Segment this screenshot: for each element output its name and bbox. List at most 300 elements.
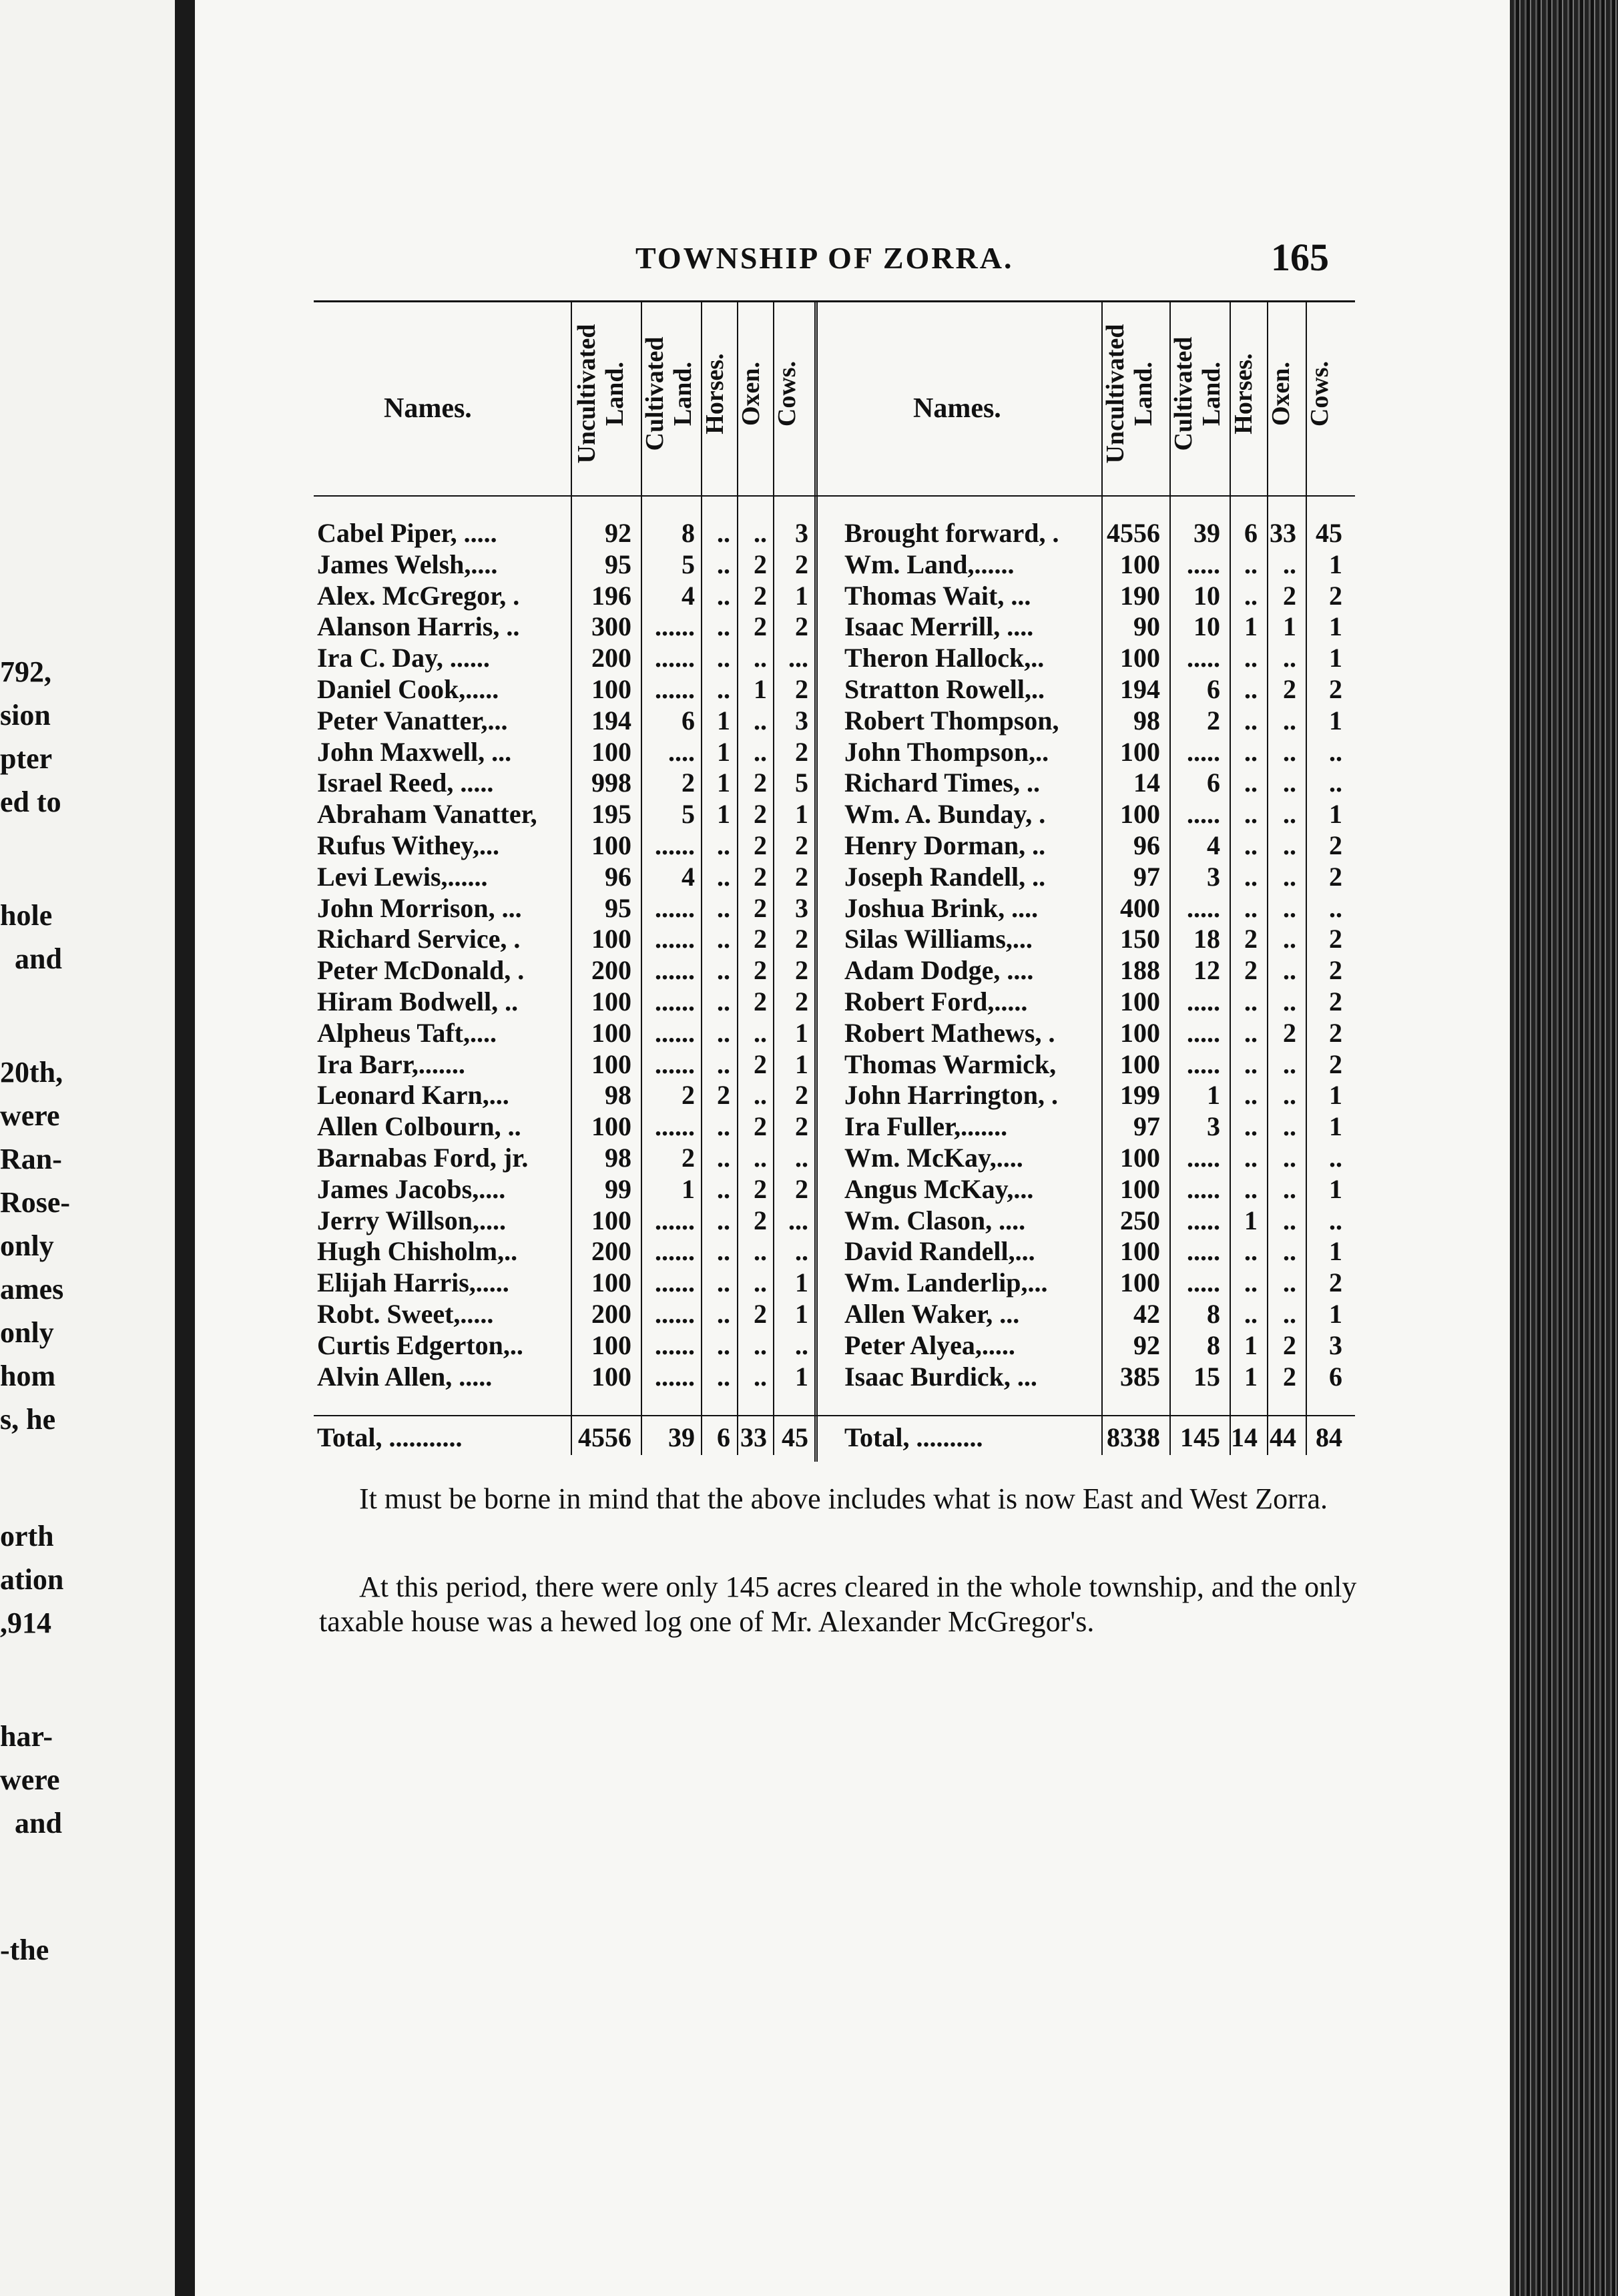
cell-oxen: 2 (754, 768, 767, 798)
person-name: Robert Thompson, (844, 705, 1059, 736)
person-name: John Harrington, . (844, 1080, 1059, 1111)
horses-header-left: Horses. (701, 353, 729, 435)
person-name: Levi Lewis,...... (317, 861, 488, 892)
cell-cultivated: ..... (1187, 892, 1220, 923)
page-edges (1510, 0, 1618, 2296)
left-page-fragment: only (0, 1316, 54, 1349)
person-name: Brought forward, . (844, 518, 1059, 548)
cell-horses: .. (1244, 549, 1258, 579)
cell-oxen: .. (1283, 1267, 1296, 1298)
cell-cows: 1 (1329, 1080, 1342, 1111)
person-name: Alex. McGregor, . (317, 580, 520, 611)
cell-uncultivated: 100 (1120, 1236, 1160, 1267)
person-name: Joseph Randell, .. (844, 861, 1046, 892)
cell-uncultivated: 200 (591, 955, 631, 986)
cell-cultivated: 5 (682, 799, 695, 830)
cell-cultivated: ..... (1187, 799, 1220, 830)
cell-cultivated: ..... (1187, 1143, 1220, 1173)
cell-cultivated: ..... (1187, 1236, 1220, 1267)
cell-uncultivated: 250 (1120, 1205, 1160, 1235)
cell-horses: 2 (1244, 955, 1258, 986)
person-name: Hugh Chisholm,.. (317, 1236, 518, 1267)
person-name: Cabel Piper, ..... (317, 518, 497, 548)
cell-cows: 1 (1329, 1299, 1342, 1329)
person-name: Richard Service, . (317, 924, 521, 954)
cell-cows: 2 (795, 830, 808, 860)
cell-horses: .. (1244, 1267, 1258, 1298)
cell-cows: 6 (1329, 1361, 1342, 1392)
cell-oxen: .. (754, 518, 767, 548)
cell-cows: .. (795, 1143, 808, 1173)
cell-uncultivated: 100 (1120, 1267, 1160, 1298)
uncultivated-header-left: Uncultivated Land. (573, 324, 629, 464)
person-name: Isaac Burdick, ... (844, 1361, 1037, 1392)
person-name: Angus McKay,... (844, 1173, 1034, 1204)
cell-cows: 2 (1329, 1267, 1342, 1298)
cell-uncultivated: 100 (1120, 736, 1160, 767)
left-page-fragment: orth (0, 1520, 54, 1552)
cell-cows: 2 (795, 924, 808, 954)
cell-oxen: 2 (754, 1205, 767, 1235)
person-name: Wm. Landerlip,... (844, 1267, 1048, 1298)
cell-oxen: .. (754, 1080, 767, 1111)
total-cultivated: 39 (668, 1422, 695, 1452)
cell-oxen: 2 (1283, 1017, 1296, 1048)
person-name: Allen Waker, ... (844, 1299, 1020, 1329)
cell-cultivated: ...... (655, 643, 695, 673)
left-page-fragment: only (0, 1229, 54, 1262)
cell-oxen: .. (754, 1017, 767, 1048)
center-double-rule (814, 300, 818, 1462)
cell-uncultivated: 90 (1133, 611, 1160, 642)
cell-uncultivated: 95 (605, 892, 631, 923)
cell-uncultivated: 199 (1120, 1080, 1160, 1111)
cell-oxen: .. (754, 1143, 767, 1173)
cell-cows: 1 (795, 1017, 808, 1048)
cell-horses: .. (1244, 799, 1258, 830)
cell-oxen: 2 (754, 611, 767, 642)
cell-cultivated: 6 (1207, 768, 1220, 798)
cell-horses: .. (1244, 861, 1258, 892)
left-page-fragment: ,914 (0, 1607, 51, 1639)
cell-cows: 3 (1329, 1330, 1342, 1360)
cell-cows: 2 (795, 736, 808, 767)
book-gutter (175, 0, 195, 2296)
person-name: Leonard Karn,... (317, 1080, 509, 1111)
cell-cultivated: ...... (655, 986, 695, 1017)
cell-cows: .. (795, 1330, 808, 1360)
cell-horses: .. (717, 1143, 730, 1173)
cell-oxen: 2 (754, 924, 767, 954)
cell-cultivated: ...... (655, 1111, 695, 1142)
cell-oxen: .. (1283, 1049, 1296, 1079)
person-name: Jerry Willson,.... (317, 1205, 506, 1235)
cell-oxen: 2 (754, 580, 767, 611)
cell-uncultivated: 998 (591, 768, 631, 798)
cell-uncultivated: 14 (1133, 768, 1160, 798)
cell-oxen: .. (1283, 1299, 1296, 1329)
page-number: 165 (1271, 236, 1329, 279)
cell-cultivated: .... (668, 736, 695, 767)
cell-horses: .. (717, 924, 730, 954)
cell-oxen: 33 (1270, 518, 1296, 548)
cell-oxen: .. (754, 643, 767, 673)
cell-uncultivated: 96 (605, 861, 631, 892)
cell-cows: 1 (1329, 1111, 1342, 1142)
cell-cows: .. (1329, 1205, 1342, 1235)
cell-cultivated: ..... (1187, 1173, 1220, 1204)
cell-cultivated: ..... (1187, 1049, 1220, 1079)
left-page-fragment: were (0, 1763, 60, 1796)
person-name: Ira C. Day, ...... (317, 643, 490, 673)
cell-cows: 1 (1329, 1173, 1342, 1204)
cell-horses: .. (717, 1330, 730, 1360)
cell-cultivated: 1 (1207, 1080, 1220, 1111)
cell-cultivated: ..... (1187, 986, 1220, 1017)
cell-uncultivated: 98 (605, 1080, 631, 1111)
cell-uncultivated: 98 (1133, 705, 1160, 736)
oxen-header-right: Oxen. (1267, 361, 1295, 426)
cell-cows: 3 (795, 705, 808, 736)
cell-horses: .. (1244, 580, 1258, 611)
total-uncultivated: 4556 (578, 1422, 631, 1452)
paragraph-note (319, 1482, 1360, 1516)
cell-cows: 1 (795, 1267, 808, 1298)
cell-horses: .. (1244, 1017, 1258, 1048)
cell-uncultivated: 200 (591, 643, 631, 673)
cell-uncultivated: 100 (1120, 1049, 1160, 1079)
cell-cows: 1 (795, 1049, 808, 1079)
cell-oxen: .. (1283, 643, 1296, 673)
names-header-left: Names. (384, 393, 472, 424)
left-page-fragment: -the (0, 1934, 49, 1966)
cell-uncultivated: 150 (1120, 924, 1160, 954)
cell-cultivated: ...... (655, 1236, 695, 1267)
cell-uncultivated: 4556 (1107, 518, 1160, 548)
person-name: John Maxwell, ... (317, 736, 512, 767)
cell-uncultivated: 300 (591, 611, 631, 642)
cell-uncultivated: 100 (1120, 1173, 1160, 1204)
cell-horses: .. (717, 955, 730, 986)
person-name: Barnabas Ford, jr. (317, 1143, 529, 1173)
cell-oxen: .. (754, 1330, 767, 1360)
left-page-fragment: and (15, 1807, 62, 1839)
cell-uncultivated: 100 (591, 924, 631, 954)
cell-horses: 1 (717, 799, 730, 830)
cell-cows: 2 (1329, 674, 1342, 704)
cell-cows: .. (1329, 1143, 1342, 1173)
person-name: Robert Mathews, . (844, 1017, 1055, 1048)
cell-uncultivated: 99 (605, 1173, 631, 1204)
cell-horses: .. (1244, 1080, 1258, 1111)
cell-oxen: .. (1283, 705, 1296, 736)
cell-oxen: 2 (754, 1173, 767, 1204)
total-cows: 45 (782, 1422, 808, 1452)
cell-horses: .. (1244, 1143, 1258, 1173)
cell-horses: .. (717, 643, 730, 673)
cell-horses: 1 (1244, 611, 1258, 642)
cell-horses: .. (717, 518, 730, 548)
person-name: Elijah Harris,..... (317, 1267, 509, 1298)
cell-uncultivated: 92 (1133, 1330, 1160, 1360)
person-name: Adam Dodge, .... (844, 955, 1034, 986)
cell-cultivated: 39 (1193, 518, 1220, 548)
cell-horses: .. (1244, 1173, 1258, 1204)
left-page-fragment: har- (0, 1720, 53, 1753)
cell-cultivated: 4 (682, 580, 695, 611)
cell-horses: .. (717, 1267, 730, 1298)
left-page-fragment: ed to (0, 786, 61, 818)
cell-cows: 2 (795, 986, 808, 1017)
cell-uncultivated: 100 (1120, 549, 1160, 579)
facing-page-left (0, 0, 175, 2296)
cell-cultivated: 12 (1193, 955, 1220, 986)
cell-uncultivated: 100 (591, 1049, 631, 1079)
cell-horses: .. (1244, 986, 1258, 1017)
person-name: Wm. Clason, .... (844, 1205, 1026, 1235)
cell-oxen: 2 (754, 830, 767, 860)
cell-oxen: .. (1283, 830, 1296, 860)
cell-cows: 2 (1329, 1017, 1342, 1048)
left-page-fragment: pter (0, 742, 53, 775)
cell-uncultivated: 97 (1133, 861, 1160, 892)
cell-oxen: .. (1283, 736, 1296, 767)
cell-uncultivated: 100 (591, 1330, 631, 1360)
cell-horses: .. (717, 1173, 730, 1204)
cell-horses: .. (1244, 1299, 1258, 1329)
cell-cultivated: 10 (1193, 611, 1220, 642)
cell-cows: 1 (1329, 611, 1342, 642)
cell-cultivated: ...... (655, 1017, 695, 1048)
person-name: Silas Williams,... (844, 924, 1033, 954)
cell-cows: .. (1329, 736, 1342, 767)
cell-cultivated: ...... (655, 611, 695, 642)
person-name: Thomas Warmick, (844, 1049, 1057, 1079)
person-name: John Thompson,.. (844, 736, 1049, 767)
cell-cultivated: 15 (1193, 1361, 1220, 1392)
cell-horses: .. (717, 1049, 730, 1079)
left-page-fragment: were (0, 1099, 60, 1132)
oxen-header-left: Oxen. (737, 361, 765, 426)
cell-uncultivated: 190 (1120, 580, 1160, 611)
cell-horses: 6 (1244, 518, 1258, 548)
cell-cultivated: 8 (682, 518, 695, 548)
total-oxen: 44 (1270, 1422, 1296, 1452)
cell-cows: 2 (795, 861, 808, 892)
left-page-fragment: Ran- (0, 1143, 62, 1175)
cell-uncultivated: 200 (591, 1299, 631, 1329)
cell-cultivated: ...... (655, 1299, 695, 1329)
cows-header-right: Cows. (1306, 360, 1334, 427)
cell-uncultivated: 196 (591, 580, 631, 611)
cell-cultivated: 6 (1207, 674, 1220, 704)
cell-oxen: .. (1283, 986, 1296, 1017)
cell-cows: 2 (795, 1111, 808, 1142)
cell-cultivated: 10 (1193, 580, 1220, 611)
paragraph-period (319, 1570, 1360, 1639)
person-name: Allen Colbourn, .. (317, 1111, 521, 1142)
cell-horses: 1 (717, 736, 730, 767)
cell-uncultivated: 100 (591, 1205, 631, 1235)
total-horses: 6 (717, 1422, 730, 1452)
person-name: Ira Barr,....... (317, 1049, 465, 1079)
cell-cultivated: 4 (1207, 830, 1220, 860)
cell-oxen: 2 (754, 892, 767, 923)
person-name: Peter McDonald, . (317, 955, 525, 986)
cell-oxen: .. (754, 736, 767, 767)
left-page-fragment: hom (0, 1360, 56, 1392)
cell-uncultivated: 100 (1120, 1017, 1160, 1048)
cell-horses: 2 (717, 1080, 730, 1111)
cell-oxen: .. (754, 705, 767, 736)
cell-oxen: .. (1283, 861, 1296, 892)
cell-cows: 3 (795, 518, 808, 548)
cell-cultivated: ...... (655, 955, 695, 986)
person-name: Daniel Cook,..... (317, 674, 499, 704)
cell-cows: 2 (795, 611, 808, 642)
cell-horses: .. (717, 549, 730, 579)
cell-cultivated: ...... (655, 892, 695, 923)
person-name: John Morrison, ... (317, 892, 522, 923)
cell-horses: .. (717, 1236, 730, 1267)
cell-cows: 1 (795, 580, 808, 611)
cell-uncultivated: 385 (1120, 1361, 1160, 1392)
cell-oxen: .. (754, 1361, 767, 1392)
cell-uncultivated: 100 (591, 674, 631, 704)
person-name: Peter Vanatter,... (317, 705, 508, 736)
cell-uncultivated: 100 (1120, 986, 1160, 1017)
cell-horses: .. (1244, 674, 1258, 704)
names-header-right: Names. (913, 393, 1001, 424)
cell-oxen: 2 (754, 549, 767, 579)
total-cows: 84 (1316, 1422, 1342, 1452)
total-label: Total, ........... (317, 1422, 463, 1452)
cell-oxen: 2 (754, 1299, 767, 1329)
person-name: Theron Hallock,.. (844, 643, 1045, 673)
cell-cows: 2 (1329, 830, 1342, 860)
person-name: Peter Alyea,..... (844, 1330, 1015, 1360)
total-label: Total, .......... (844, 1422, 983, 1452)
cell-cows: 1 (1329, 799, 1342, 830)
cell-uncultivated: 42 (1133, 1299, 1160, 1329)
cell-uncultivated: 100 (591, 1361, 631, 1392)
cell-cows: 2 (1329, 924, 1342, 954)
cell-cows: 1 (795, 799, 808, 830)
cell-oxen: .. (1283, 892, 1296, 923)
cell-horses: .. (717, 986, 730, 1017)
left-page-fragment: sion (0, 699, 51, 732)
cell-horses: .. (717, 830, 730, 860)
cell-horses: .. (1244, 736, 1258, 767)
cell-oxen: 2 (754, 799, 767, 830)
cell-cows: 45 (1316, 518, 1342, 548)
cell-cows: ... (788, 643, 808, 673)
cell-horses: .. (1244, 830, 1258, 860)
header-rule (314, 495, 1355, 497)
person-name: David Randell,... (844, 1236, 1035, 1267)
cell-cows: 1 (795, 1299, 808, 1329)
cell-oxen: 2 (1283, 580, 1296, 611)
left-page-fragment: 20th, (0, 1056, 63, 1089)
cell-cultivated: ..... (1187, 643, 1220, 673)
cell-uncultivated: 100 (1120, 1143, 1160, 1173)
cell-cows: 1 (1329, 705, 1342, 736)
cell-uncultivated: 100 (591, 736, 631, 767)
cell-cultivated: ..... (1187, 1267, 1220, 1298)
cell-cows: 3 (795, 892, 808, 923)
cell-cows: 2 (795, 549, 808, 579)
cell-cultivated: 18 (1193, 924, 1220, 954)
person-name: Richard Times, .. (844, 768, 1040, 798)
cell-cows: 2 (1329, 861, 1342, 892)
cell-oxen: 2 (1283, 1361, 1296, 1392)
left-page-fragment: ation (0, 1563, 64, 1596)
cultivated-header-right: Cultivated Land. (1169, 336, 1226, 451)
cell-cultivated: ..... (1187, 1017, 1220, 1048)
left-page-fragment: hole (0, 899, 53, 932)
cell-oxen: .. (754, 1267, 767, 1298)
person-name: Hiram Bodwell, .. (317, 986, 519, 1017)
person-name: Abraham Vanatter, (317, 799, 537, 830)
cell-horses: .. (717, 1299, 730, 1329)
cell-uncultivated: 100 (591, 1111, 631, 1142)
cell-cultivated: 5 (682, 549, 695, 579)
cell-cultivated: ...... (655, 924, 695, 954)
left-page-fragment: s, he (0, 1403, 56, 1436)
cell-cultivated: ...... (655, 1267, 695, 1298)
cell-cows: .. (1329, 892, 1342, 923)
cell-horses: .. (1244, 643, 1258, 673)
cell-cows: 2 (795, 955, 808, 986)
person-name: Alanson Harris, .. (317, 611, 520, 642)
cell-cultivated: ...... (655, 1205, 695, 1235)
cell-cows: 2 (795, 1080, 808, 1111)
cell-cows: 2 (795, 1173, 808, 1204)
left-page-fragment: 792, (0, 655, 51, 688)
person-name: Joshua Brink, .... (844, 892, 1039, 923)
cell-uncultivated: 100 (591, 1017, 631, 1048)
paragraph-note-text: It must be borne in mind that the above includes what is now East and West Zorra. (359, 1482, 1328, 1515)
cell-oxen: 2 (754, 1049, 767, 1079)
person-name: Israel Reed, ..... (317, 768, 494, 798)
cell-cultivated: ...... (655, 1049, 695, 1079)
cell-cultivated: ...... (655, 1330, 695, 1360)
cell-uncultivated: 97 (1133, 1111, 1160, 1142)
cell-horses: 2 (1244, 924, 1258, 954)
person-name: Ira Fuller,....... (844, 1111, 1008, 1142)
cell-horses: .. (717, 580, 730, 611)
cell-uncultivated: 400 (1120, 892, 1160, 923)
person-name: Wm. Land,...... (844, 549, 1015, 579)
cell-oxen: .. (1283, 1205, 1296, 1235)
cell-cows: ... (788, 1205, 808, 1235)
cell-uncultivated: 194 (591, 705, 631, 736)
cell-horses: .. (717, 892, 730, 923)
cell-cows: .. (1329, 768, 1342, 798)
cell-cultivated: 2 (682, 768, 695, 798)
cell-cultivated: 1 (682, 1173, 695, 1204)
cell-uncultivated: 95 (605, 549, 631, 579)
cell-horses: .. (717, 1111, 730, 1142)
left-page-fragment: and (15, 942, 62, 975)
total-rule (314, 1415, 1355, 1416)
cell-horses: .. (1244, 705, 1258, 736)
cell-oxen: 2 (754, 955, 767, 986)
cell-oxen: 1 (754, 674, 767, 704)
cell-cultivated: ...... (655, 1361, 695, 1392)
cell-oxen: 2 (1283, 1330, 1296, 1360)
cell-horses: .. (717, 611, 730, 642)
